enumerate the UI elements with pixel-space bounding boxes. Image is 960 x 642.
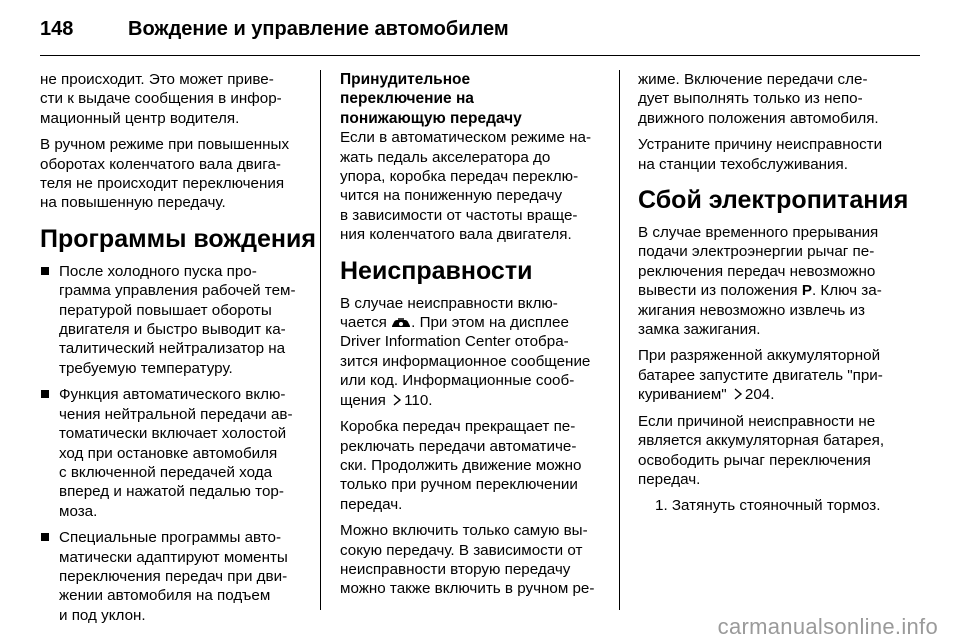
page-reference-arrow-icon xyxy=(733,388,743,400)
list-item: 1. Затянуть стояночный тормоз. xyxy=(655,497,881,515)
watermark: carmanualsonline.info xyxy=(717,614,938,639)
list-item: После холодного пуска про- грамма управления рабочей тем- пературой повышает обороты двигателя и быстро выводит ка- талитический нейтрализатор на требуемую температуру. xyxy=(40,262,302,378)
paragraph-fault-indicator: В случае неисправности вклю- чается . При этом на дисплее Driver Information Center отобра- зится информационное сообщение или код. Информационные сооб- щения 110. xyxy=(340,294,591,409)
paragraph-release-lever: Если причиной неисправности не является аккумуляторная батарея, освободить рычаг переключения передач. xyxy=(638,412,885,488)
bullet-icon xyxy=(41,267,49,275)
page-reference-link[interactable]: 110. xyxy=(404,391,433,409)
driving-programs-list xyxy=(40,262,302,625)
paragraph-manual-continued: жиме. Включение передачи сле- дует выполнять только из непо- движного положения автомобиля. xyxy=(638,71,879,127)
bullet-icon xyxy=(41,533,49,541)
paragraph-jump-start: При разряженной аккумуляторной батарее запустите двигатель "при- куриванием" 204. xyxy=(638,347,883,404)
section-heading-faults: Неисправности xyxy=(340,256,533,285)
paragraph-manual-mode: В ручном режиме при повышенных оборотах коленчатого вала двига- теля не происходит переключения на повышенную передачу. xyxy=(40,136,290,212)
section-heading-power-failure: Сбой электропитания xyxy=(638,186,909,215)
page-title: Вождение и управление автомобилем xyxy=(128,17,509,40)
column-divider-2 xyxy=(619,70,620,610)
page-reference-link[interactable]: 204. xyxy=(744,386,775,404)
column-divider-1 xyxy=(320,70,321,610)
page-number: 148 xyxy=(40,17,74,40)
column-2 xyxy=(340,70,604,606)
section-heading-driving-programs: Программы вождения xyxy=(40,224,316,253)
bullet-icon xyxy=(41,390,49,398)
column-1 xyxy=(40,70,316,632)
paragraph-kickdown: Если в автоматическом режиме на- жать педаль акселератора до упора, коробка передач переклю- чится на пониженную передачу в зависимости от частоты враще- ния коленчатого вала двигателя. xyxy=(340,129,592,244)
paragraph-service-station: Устраните причину неисправности на станции техобслуживания. xyxy=(638,136,883,173)
paragraph-intro: не происходит. Это может приве- сти к выдаче сообщения в инфор- мационный центр водителя. xyxy=(40,71,282,127)
gear-position-p: P xyxy=(801,282,812,300)
list-item: Функция автоматического вклю- чения нейтральной передачи ав- томатически включает холостой ход при остановке автомобиля с включенной передачей хода вперед и нажатой педалью тор- моза. xyxy=(40,385,302,521)
list-item: Специальные программы авто- матически адаптируют моменты переключения передач при дви- жении автомобиля на подъем и под уклон. xyxy=(40,528,302,625)
paragraph-highest-gear: Можно включить только самую вы- сокую передачу. В зависимости от неисправности вторую передачу можно также включить в ручном ре- xyxy=(340,522,595,598)
section-heading-kickdown: Принудительное переключение на понижающую передачу xyxy=(340,71,522,127)
paragraph-power-interruption: В случае временного прерывания подачи электроэнергии рычаг пе- реключения передач невозможно вывести из положения P. Ключ за- жигания невозможно извлечь из замка зажигания. xyxy=(638,224,882,339)
header-divider xyxy=(40,55,920,56)
column-3 xyxy=(638,70,909,516)
release-steps-list xyxy=(638,496,906,515)
paragraph-gearbox-stops: Коробка передач прекращает пе- реключать передачи автоматиче- ски. Продолжить движение можно только при ручном переключении передач. xyxy=(340,418,582,513)
page-reference-arrow-icon xyxy=(392,394,402,406)
page-header xyxy=(40,14,509,44)
wrench-car-icon xyxy=(391,317,411,329)
